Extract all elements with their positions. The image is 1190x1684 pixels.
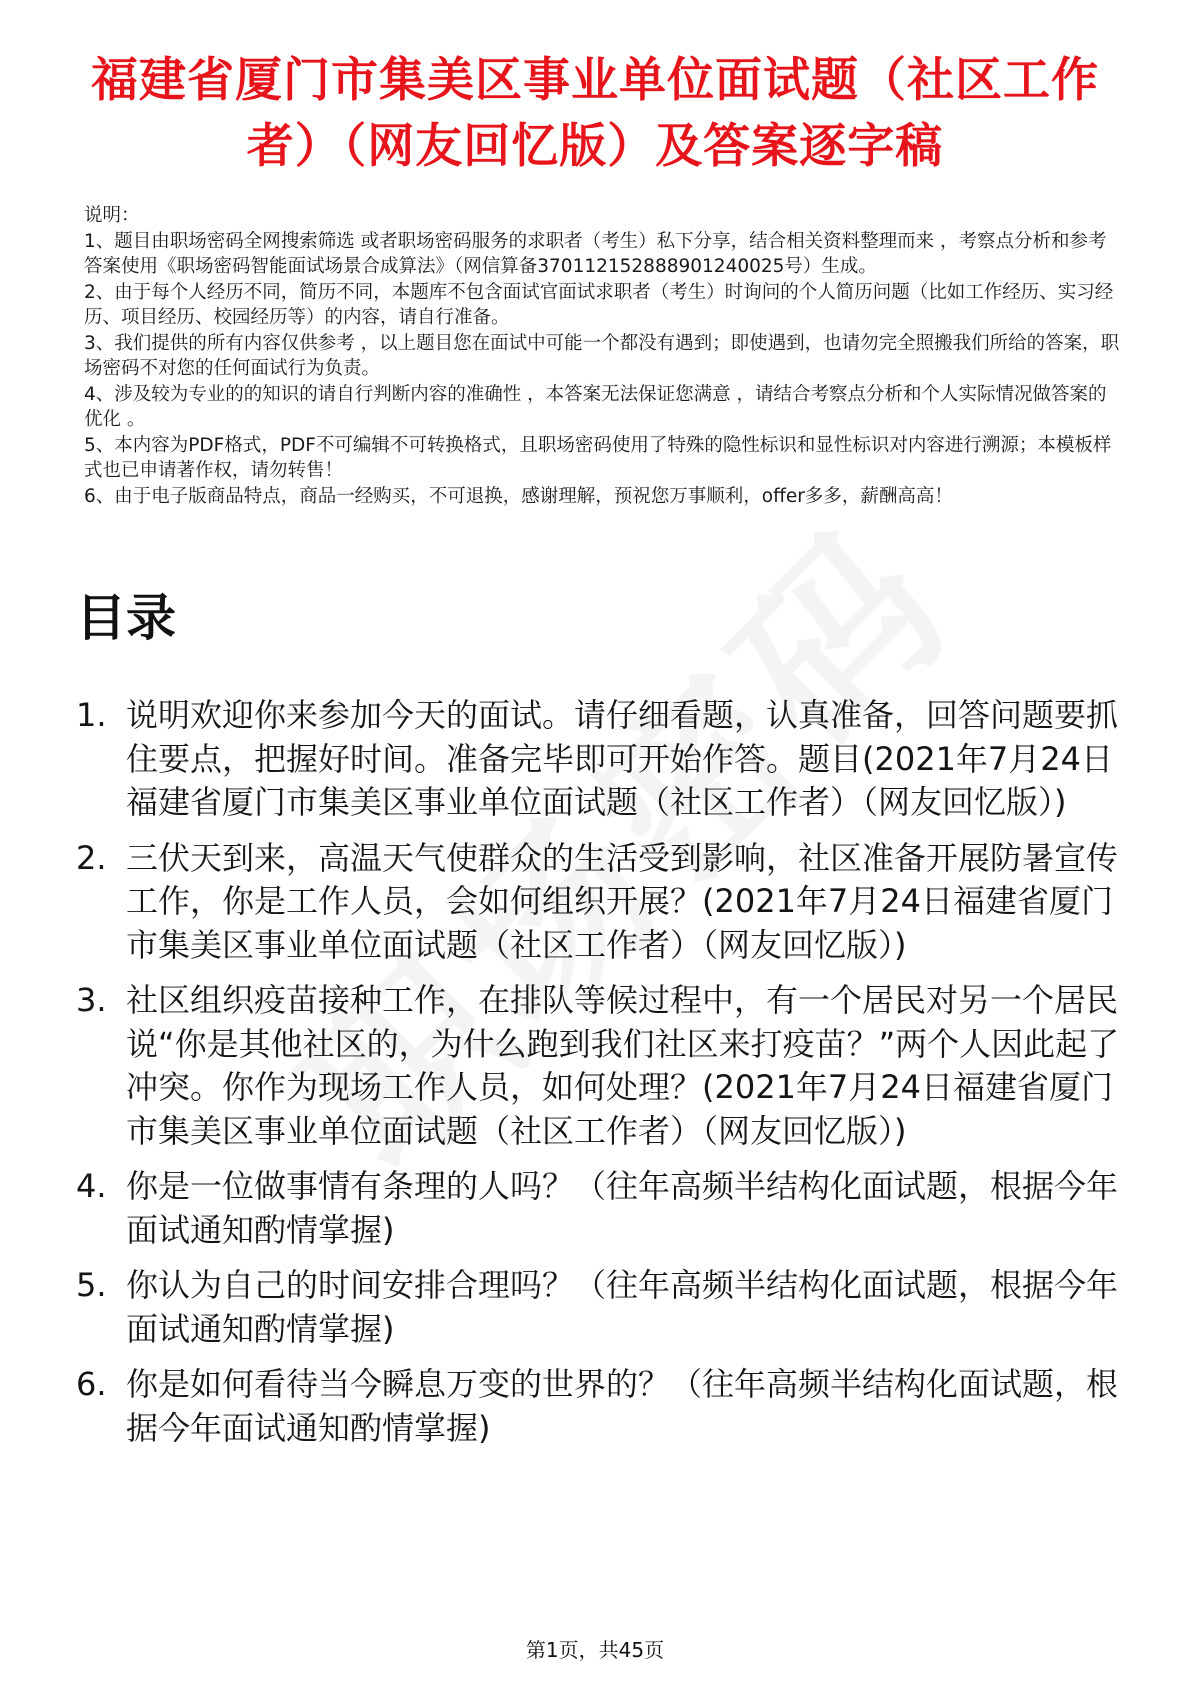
toc-item[interactable] <box>76 1165 1136 1252</box>
notes-heading: 说明： <box>84 205 140 226</box>
note-item: 5、本内容为PDF格式，PDF不可编辑不可转换格式，且职场密码使用了特殊的隐性标识和显性标识对内容进行溯源；本模板样式也已申请著作权，请勿转售！ <box>84 434 1112 481</box>
note-item: 6、由于电子版商品特点，商品一经购买，不可退换，感谢理解，预祝您万事顺利，offer多多，薪酬高高！ <box>84 485 953 507</box>
toc-item-number: 5. <box>76 1266 107 1304</box>
toc-item-text[interactable]: 社区组织疫苗接种工作，在排队等候过程中，有一个居民对另一个居民说“你是其他社区的，为什么跑到我们社区来打疫苗？”两个人因此起了冲突。你作为现场工作人员，如何处理？(2021年7月24日福建省厦门市集美区事业单位面试题（社区工作者）（网友回忆版）) <box>126 981 1120 1150</box>
toc-item-number: 1. <box>76 696 107 734</box>
toc-item-text[interactable]: 你认为自己的时间安排合理吗？（往年高频半结构化面试题，根据今年面试通知酌情掌握) <box>126 1266 1119 1348</box>
toc-item[interactable] <box>76 694 1136 825</box>
note-item: 4、涉及较为专业的的知识的请自行判断内容的准确性 ，本答案无法保证您满意 ，请结合考察点分析和个人实际情况做答案的优化 。 <box>84 383 1107 430</box>
note-item: 1、题目由职场密码全网搜索筛选 或者职场密码服务的求职者（考生）私下分享，结合相关资料整理而来 ，考察点分析和参考答案使用《职场密码智能面试场景合成算法》（网信算备370112152888901240025号）生成。 <box>84 230 1107 277</box>
toc-item[interactable] <box>76 837 1136 968</box>
toc-item-number: 4. <box>76 1167 107 1205</box>
toc-item-text[interactable]: 三伏天到来，高温天气使群众的生活受到影响，社区准备开展防暑宣传工作，你是工作人员，会如何组织开展？(2021年7月24日福建省厦门市集美区事业单位面试题（社区工作者）（网友回忆版）) <box>126 838 1119 964</box>
toc-item-number: 6. <box>76 1365 107 1403</box>
toc-heading: 目录 <box>76 589 176 647</box>
note-item: 2、由于每个人经历不同，简历不同，本题库不包含面试官面试求职者（考生）时询问的个人简历问题（比如工作经历、实习经历、项目经历、校园经历等）的内容，请自行准备。 <box>84 281 1114 328</box>
document-title: 福建省厦门市集美区事业单位面试题（社区工作者）（网友回忆版）及答案逐字稿 <box>91 53 1099 174</box>
notes-section <box>84 203 1124 509</box>
toc-list <box>76 694 1136 1462</box>
toc-item-number: 3. <box>76 981 107 1019</box>
note-item: 3、我们提供的所有内容仅供参考 ，以上题目您在面试中可能一个都没有遇到；即使遇到，也请勿完全照搬我们所给的答案，职场密码不对您的任何面试行为负责。 <box>84 332 1120 379</box>
toc-item[interactable] <box>76 1264 1136 1351</box>
page-footer: 第1页，共45页 <box>525 1638 665 1662</box>
toc-item-number: 2. <box>76 838 107 877</box>
toc-item-text[interactable]: 你是如何看待当今瞬息万变的世界的？（往年高频半结构化面试题，根据今年面试通知酌情掌握) <box>126 1365 1119 1447</box>
toc-item[interactable] <box>76 979 1136 1153</box>
toc-item-text[interactable]: 说明欢迎你来参加今天的面试。请仔细看题，认真准备，回答问题要抓住要点，把握好时间。准备完毕即可开始作答。题目(2021年7月24日福建省厦门市集美区事业单位面试题（社区工作者）（网友回忆版）) <box>126 696 1119 821</box>
toc-item[interactable] <box>76 1363 1136 1450</box>
toc-item-text[interactable]: 你是一位做事情有条理的人吗？（往年高频半结构化面试题，根据今年面试通知酌情掌握) <box>126 1167 1119 1249</box>
